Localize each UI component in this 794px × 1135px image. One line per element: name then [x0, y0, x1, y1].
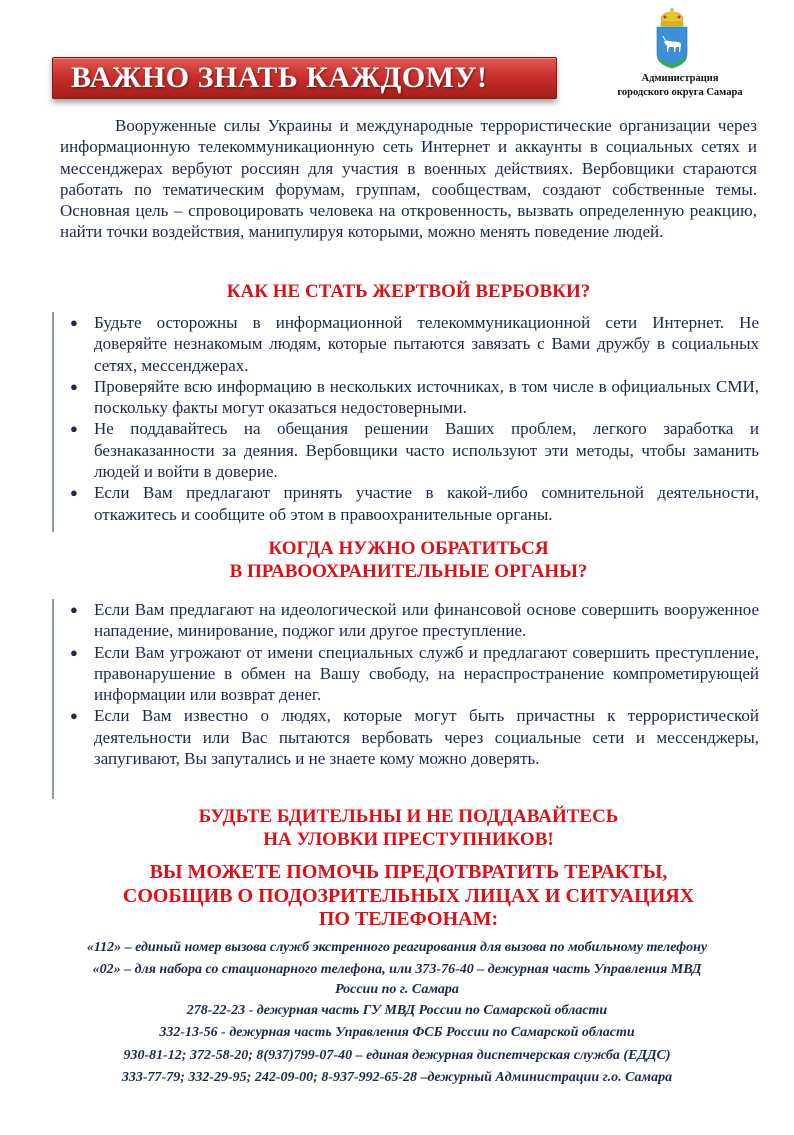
warning-heading — [60, 805, 757, 851]
section1-heading: КАК НЕ СТАТЬ ЖЕРТВОЙ ВЕРБОВКИ? — [226, 281, 591, 302]
list-item — [70, 482, 759, 525]
bullet-icon: ● — [70, 644, 78, 660]
contact-line: 333-77-79; 332-29-95; 242-09-00; 8-937-992-65-28 –дежурный Администрации г.о. Самара — [121, 1070, 673, 1085]
list-item — [70, 376, 759, 419]
section2-list-block — [52, 599, 759, 799]
bullet-icon: ● — [70, 485, 78, 501]
section2-heading-line-2: В ПРАВООХРАНИТЕЛЬНЫЕ ОРГАНЫ? — [229, 561, 588, 582]
contact-line: «112» – единый номер вызова служб экстренного реагирования для вызова по мобильному телефону — [86, 940, 708, 955]
list-item-text: Если Вам угрожают от имени специальных служб и предлагают совершить преступление, правонарушение в обмен на Вашу свободу, на нераспространение компрометирующей информации или возврат денег. — [94, 642, 759, 705]
list-item — [70, 599, 759, 642]
contact-line: 332-13-56 - дежурная часть Управления ФСБ России по Самарской области — [159, 1025, 635, 1040]
bullet-icon: ● — [70, 602, 78, 617]
bullet-icon: ● — [70, 315, 78, 330]
section1-list — [54, 312, 759, 525]
contact-line: 930-81-12; 372-58-20; 8(937)799-07-40 – единая дежурная диспетчерская служба (ЕДДС) — [123, 1047, 671, 1063]
administration-caption — [600, 72, 760, 100]
list-item — [70, 312, 759, 376]
contact-line: «02» – для набора со стационарного телефона, или 373-76-40 – дежурная часть Управления МВД — [92, 961, 702, 977]
list-item-text: Если Вам предлагают на идеологической или финансовой основе совершить вооруженное нападение, минирование, поджог или другое преступление. — [94, 600, 759, 641]
bullet-icon: ● — [70, 708, 78, 724]
warning-line-2: НА УЛОВКИ ПРЕСТУПНИКОВ! — [263, 829, 554, 850]
banner-title: ВАЖНО ЗНАТЬ КАЖДОМУ! — [71, 61, 488, 94]
cta-line-2: СООБЩИВ О ПОДОЗРИТЕЛЬНЫХ ЛИЦАХ И СИТУАЦИЯХ — [122, 884, 695, 907]
list-item-text: Не поддавайтесь на обещания решении Ваших проблем, легкого заработка и безнаказанности за деяния. Вербовщики часто используют эти методы, чтобы заманить людей и войти в доверие. — [94, 419, 759, 482]
call-to-action-heading — [60, 861, 757, 932]
bullet-icon: ● — [70, 378, 78, 394]
cta-line-3: ПО ТЕЛЕФОНАМ: — [318, 908, 499, 930]
list-item — [70, 642, 759, 706]
section2-heading-line-1: КОГДА НУЖНО ОБРАТИТЬСЯ — [268, 538, 549, 559]
cta-line-1: ВЫ МОЖЕТЕ ПОМОЧЬ ПРЕДОТВРАТИТЬ ТЕРАКТЫ, — [149, 861, 668, 883]
section2-list — [54, 599, 759, 769]
title-banner — [52, 57, 557, 99]
list-item-text: Если Вам предлагают принять участие в какой-либо сомнительной деятельности, откажитесь и сообщите об этом в правоохранительные органы. — [94, 483, 759, 524]
contact-line: 278-22-23 - дежурная часть ГУ МВД России по Самарской области — [186, 1002, 608, 1018]
list-item — [70, 705, 759, 769]
contact-phone-list — [20, 937, 774, 1090]
contact-line: России по г. Самара — [335, 981, 459, 997]
list-item-text: Если Вам известно о людях, которые могут быть причастны к террористической деятельности или Вас пытаются вербовать через социальные сети и мессенджеры, запугивают, Вы запутались и не знаете кому можно доверять. — [94, 706, 759, 769]
samara-coat-of-arms-icon — [652, 6, 692, 70]
list-item — [70, 418, 759, 482]
caption-line-2: городского округа Самара — [617, 87, 743, 98]
caption-line-1: Администрация — [641, 73, 719, 84]
list-item-text: Проверяйте всю информацию в нескольких источниках, в том числе в официальных СМИ, поскольку факты могут оказаться недостоверными. — [94, 376, 759, 418]
warning-line-1: БУДЬТЕ БДИТЕЛЬНЫ И НЕ ПОДДАВАЙТЕСЬ — [198, 806, 619, 827]
intro-paragraph: Вооруженные силы Украины и международные террористические организации через информационную телекоммуникационную сеть Интернет и аккаунты в социальных сетях и мессенджерах вербуют россиян для участия в военных действиях. Вербовщики стараются работать по тематическим форумам, группам, сообществам, создают собственные темы. Основная цель – спровоцировать человека на откровенность, вызвать определенную реакцию, найти точки воздействия, манипулируя которыми, можно менять поведение людей. — [60, 116, 757, 242]
section2-heading — [60, 537, 757, 583]
bullet-icon: ● — [70, 421, 78, 437]
list-item-text: Будьте осторожны в информационной телекоммуникационной сети Интернет. Не доверяйте незнакомым людям, которые пытаются завязать с Вами дружбу в социальных сетях, мессенджерах. — [94, 313, 759, 375]
section1-list-block — [52, 312, 759, 532]
